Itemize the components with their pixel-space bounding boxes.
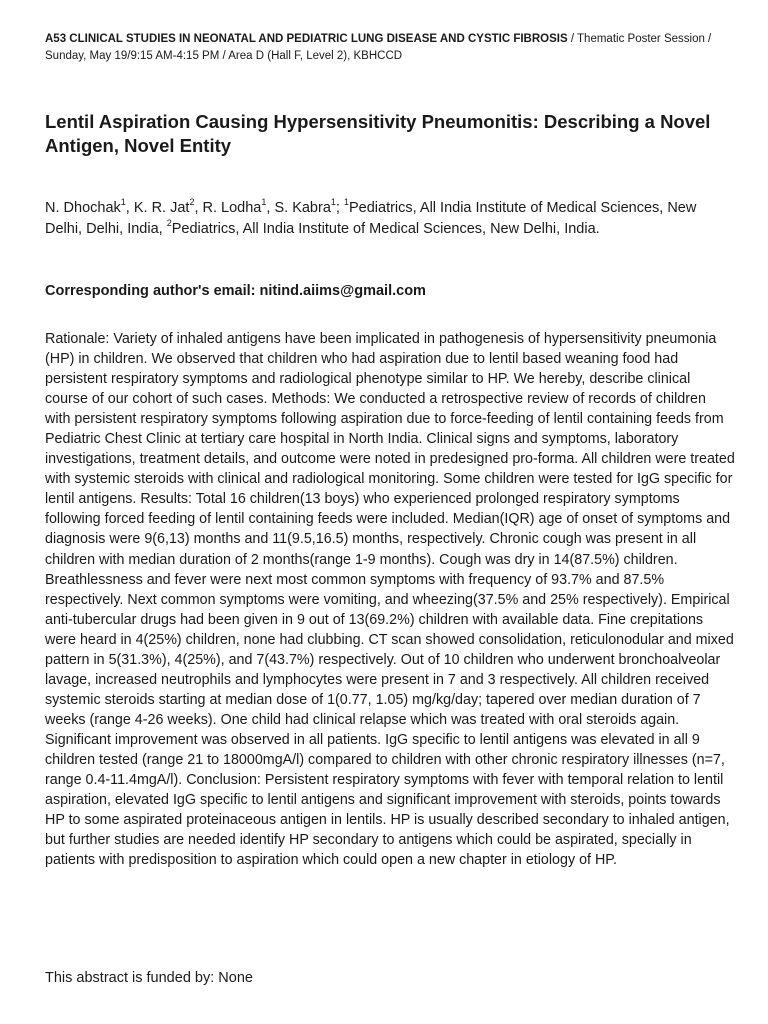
session-details: / Thematic Poster Session / Sunday, May 19/9:15 AM-4:15 PM / Area D (Hall F, Level 2), KBHCCD: [45, 33, 712, 62]
session-code: A53 CLINICAL STUDIES IN NEONATAL AND PEDIATRIC LUNG DISEASE AND CYSTIC FIBROSIS: [45, 33, 568, 45]
affiliation-marker: 1: [343, 197, 349, 208]
corresponding-email: Corresponding author's email: nitind.aiims@gmail.com: [45, 283, 426, 299]
affiliation-marker: 1: [261, 197, 267, 208]
session-header: [45, 31, 735, 65]
affiliation-marker: 2: [189, 197, 195, 208]
affiliation-text: Pediatrics, All India Institute of Medical Sciences, New Delhi, India.: [171, 221, 600, 237]
affiliation-marker: 1: [330, 197, 336, 208]
author-name: N. Dhochak: [45, 200, 121, 216]
abstract-body: Rationale: Variety of inhaled antigens have been implicated in pathogenesis of hypersensitivity pneumonia (HP) in children. We observed that children who had aspiration due to lentil based weaning food had persistent respiratory symptoms and radiological phenotype similar to HP. We hereby, describe clinical course of our cohort of such cases. Methods: We conducted a retrospective review of records of children with persistent respiratory symptoms following aspiration due to force-feeding of lentil containing feeds from Pediatric Chest Clinic at tertiary care hospital in North India. Clinical signs and symptoms, laboratory investigations, treatment details, and outcome were noted in predesigned pro-forma. All children were treated with systemic steroids with clinical and radiological monitoring. Some children were tested for IgG specific for lentil antigens. Results: Total 16 children(13 boys) who experienced prolonged respiratory symptoms following forced feeding of lentil containing feeds were included. Median(IQR) age of onset of symptoms and diagnosis were 9(6,13) months and 11(9.5,16.5) months, respectively. Chronic cough was present in all children with median duration of 2 months(range 1-9 months). Cough was dry in 14(87.5%) children. Breathlessness and fever were next most common symptoms with frequency of 93.7% and 87.5% respectively. Next common symptoms were vomiting, and wheezing(37.5% and 25% respectively). Empirical anti-tubercular drugs had been given in 9 out of 13(69.2%) children with available data. Fine crepitations were heard in 4(25%) children, none had clubbing. CT scan showed consolidation, reticulonodular and mixed pattern in 5(31.3%), 4(25%), and 7(43.7%) respectively. Out of 10 children who underwent bronchoalveolar lavage, increased neutrophils and lymphocytes were present in 7 and 3 respectively. All children received systemic steroids starting at median dose of 1(0.77, 1.05) mg/kg/day; tapered over median duration of 7 weeks (range 4-26 weeks). One child had clinical relapse which was treated with oral steroids again. Significant improvement was observed in all patients. IgG specific to lentil antigens was elevated in all 9 children tested (range 21 to 18000mgA/l) compared to children with other chronic respiratory illnesses (n=7, range 0.4-11.4mgA/l). Conclusion: Persistent respiratory symptoms with fever with temporal relation to lentil aspiration, elevated IgG specific to lentil antigens and significant improvement with steroids, points towards HP to some aspirated proteinaceous antigen in lentils. HP is usually described secondary to inhaled antigen, but further studies are needed identify HP secondary to antigens which could be aspirated, specially in patients with predisposition to aspiration which could open a new chapter in etiology of HP.: [45, 331, 735, 869]
affiliation-marker: 1: [120, 197, 126, 208]
funding-statement: This abstract is funded by: None: [45, 970, 253, 986]
separator: ;: [335, 200, 344, 216]
author-name: , S. Kabra: [266, 200, 331, 216]
author-list: [45, 198, 735, 240]
abstract-title: Lentil Aspiration Causing Hypersensitivity Pneumonitis: Describing a Novel Antigen, Novel Entity: [45, 111, 711, 156]
author-name: , R. Lodha: [194, 200, 262, 216]
affiliation-text: Pediatrics, All India Institute of Medical Sciences, New Delhi, Delhi, India,: [45, 200, 697, 237]
author-name: , K. R. Jat: [125, 200, 190, 216]
affiliation-marker: 2: [166, 218, 172, 229]
